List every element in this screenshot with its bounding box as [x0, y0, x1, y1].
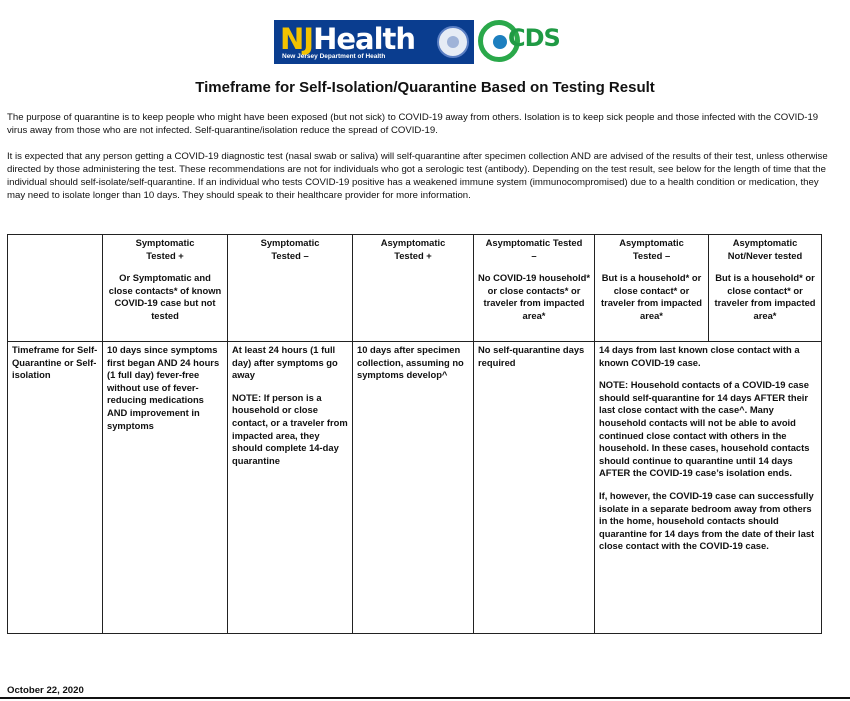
quarantine-table: [7, 234, 822, 634]
nj-logo-subtitle: New Jersey Department of Health: [282, 53, 386, 60]
nj-health-logo: [274, 20, 474, 64]
cell-asymptomatic-positive: 10 days after specimen collection, assuming no symptoms develop^: [353, 342, 474, 634]
table-row: [8, 342, 822, 634]
cds-logo-text: CDS: [508, 24, 560, 52]
document-date: October 22, 2020: [7, 685, 84, 696]
page-title: Timeframe for Self-Isolation/Quarantine Based on Testing Result: [195, 79, 655, 96]
column-header: Asymptomatic Not/Never tested But is a household* or close contact* or traveler from impacted area*: [709, 235, 822, 342]
header-empty-cell: [8, 235, 103, 342]
column-header: Asymptomatic Tested – But is a household* or close contact* or traveler from impacted area*: [595, 235, 709, 342]
row-label: Timeframe for Self-Quarantine or Self-isolation: [8, 342, 103, 634]
intro-paragraph-1: The purpose of quarantine is to keep people who might have been exposed (but not sick) to COVID-19 away from others. Isolation is to keep sick people and those infected with the COVID-19 virus away from those who are not infected. Self-quarantine/isolation reduce the spread of COVID-19.: [7, 112, 819, 136]
column-header: Symptomatic Tested + Or Symptomatic and close contacts* of known COVID-19 case but not tested: [103, 235, 228, 342]
cell-asymptomatic-contact: 14 days from last known close contact with a known COVID-19 case. NOTE: Household contacts of a COVID-19 case should self-quarantine for 14 days AFTER their last close contact with the case^. Many household contacts will not be able to avoid continued close contact with others in the household. In these cases, household contacts should continue to quarantine until 14 days AFTER the COVID-19 case’s isolation ends. If, however, the COVID-19 case can successfully isolate in a separate bedroom away from others in the home, household contacts should quarantine for 14 days from the date of their last close contact with the COVID-19 case.: [595, 342, 822, 634]
cell-symptomatic-positive: 10 days since symptoms first began AND 24 hours (1 full day) fever-free without use of fever-reducing medications AND improvement in symptoms: [103, 342, 228, 634]
intro-paragraph-2: It is expected that any person getting a COVID-19 diagnostic test (nasal swab or saliva) will self-quarantine after specimen collection AND are advised of the results of their test, unless otherwise directed by those administering the test. These recommendations are not for individuals who got a serologic test (antibody). Depending on the test result, see below for the length of time that the individual should self-isolate/self-quarantine. If an individual who tests COVID-19 positive has a weakened immune system (immunocompromised) due to a health condition or medication, they may need to isolate longer than 10 days. They should speak to their healthcare provider for more information.: [7, 151, 828, 201]
state-seal-icon: [437, 26, 469, 58]
cell-symptomatic-negative: At least 24 hours (1 full day) after symptoms go away NOTE: If person is a household or close contact, or a traveler from impacted area, they should complete 14-day quarantine: [228, 342, 353, 634]
column-header: Asymptomatic Tested – No COVID-19 household* or close contacts* or traveler from impacted area*: [474, 235, 595, 342]
column-header: Symptomatic Tested –: [228, 235, 353, 342]
table-header-row: [8, 235, 822, 342]
nj-logo-health: Health: [313, 22, 416, 56]
column-header: Asymptomatic Tested +: [353, 235, 474, 342]
bottom-divider: [0, 697, 850, 699]
cell-asymptomatic-negative-no-contact: No self-quarantine days required: [474, 342, 595, 634]
header-logos: [0, 16, 850, 70]
nj-logo-nj: NJ: [280, 22, 314, 56]
cds-logo: [478, 18, 574, 66]
